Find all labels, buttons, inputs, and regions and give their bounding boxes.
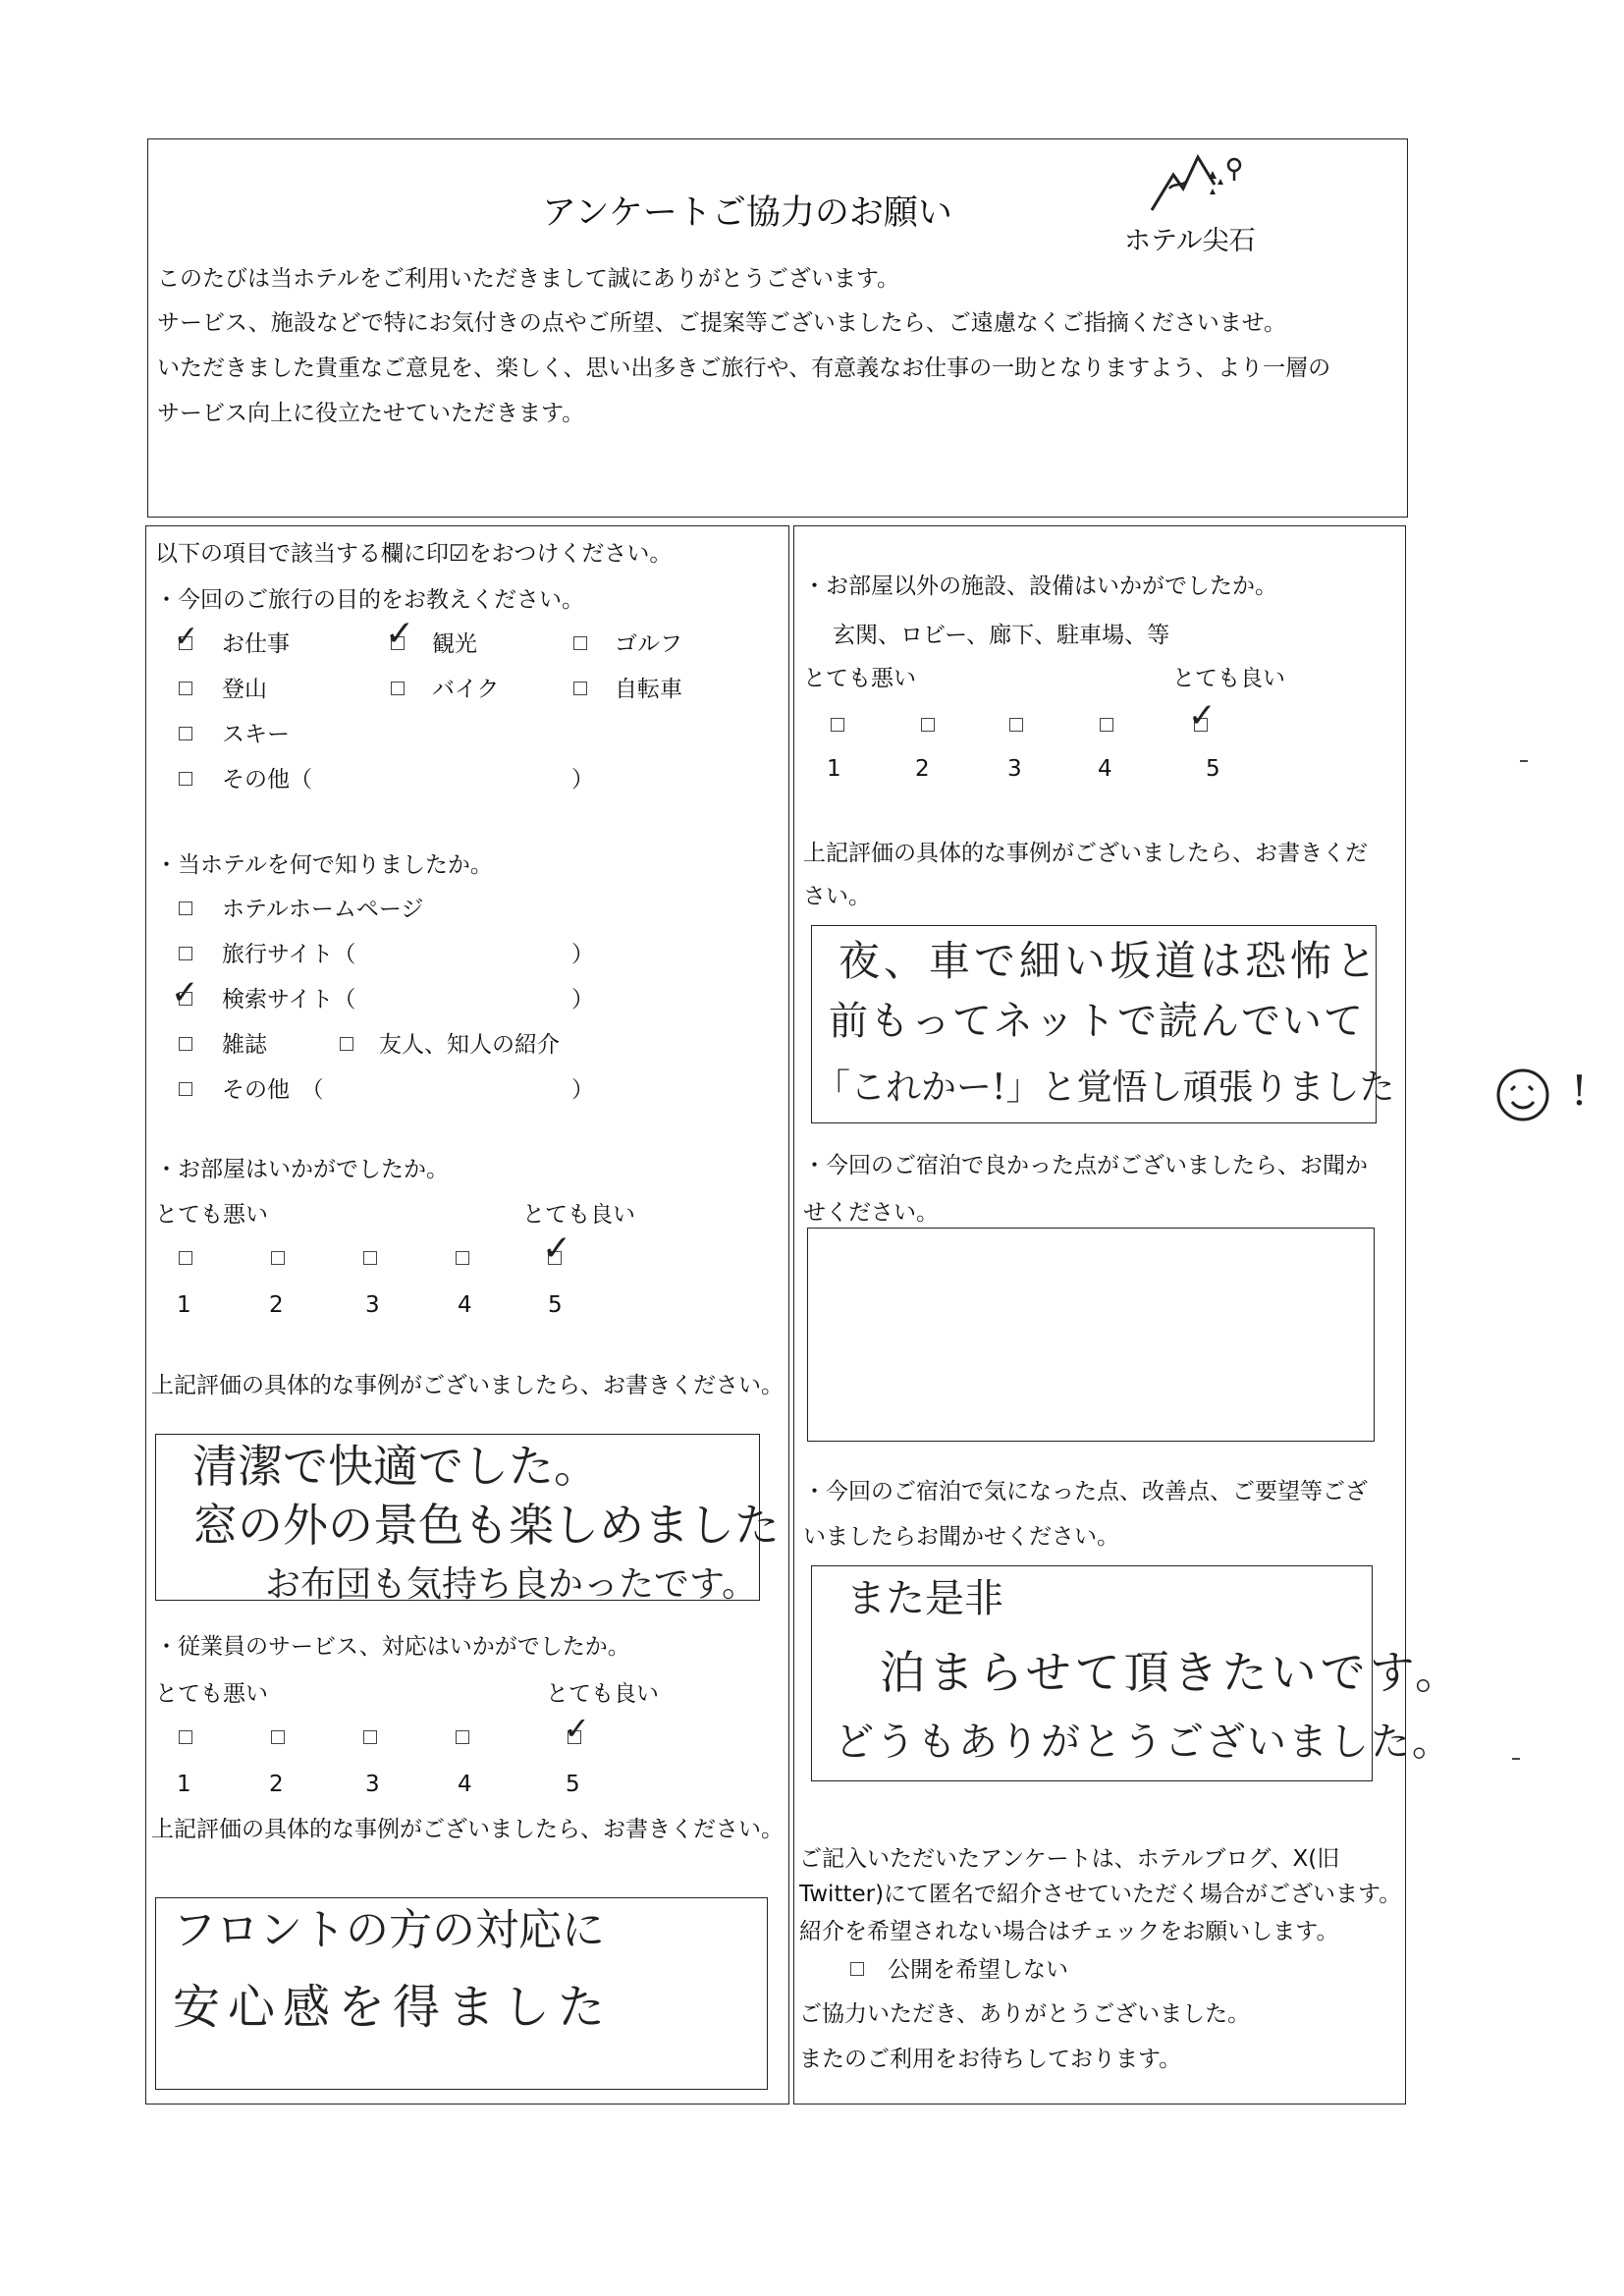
facilities-scale-number-4: 4 bbox=[1098, 756, 1112, 782]
purpose-label-ski: スキー bbox=[222, 722, 290, 747]
staff-comment-line-1: フロントの方の対応に bbox=[173, 1905, 605, 1955]
staff-scale-number-3: 3 bbox=[365, 1772, 380, 1797]
purpose-checkbox-other[interactable] bbox=[179, 772, 192, 786]
room-rating-checkbox-4[interactable] bbox=[456, 1251, 469, 1265]
facilities-comment-prompt-1: 上記評価の具体的な事例がございましたら、お書きくだ bbox=[803, 841, 1368, 866]
facilities-rating-checkbox-1[interactable] bbox=[831, 718, 844, 732]
source-checkbox-friend[interactable] bbox=[340, 1037, 353, 1051]
no-publish-checkbox[interactable] bbox=[850, 1962, 864, 1976]
intro-line-1: このたびは当ホテルをご利用いただきまして誠にありがとうございます。 bbox=[157, 266, 900, 292]
mountain-logo-icon bbox=[1144, 149, 1252, 218]
source-label-homepage: ホテルホームページ bbox=[222, 897, 424, 922]
staff-scale-number-5: 5 bbox=[566, 1772, 580, 1797]
facilities-scale-number-5: 5 bbox=[1206, 756, 1220, 782]
purpose-checkbox-hiking[interactable] bbox=[179, 682, 192, 695]
room-scale-number-5: 5 bbox=[548, 1292, 563, 1318]
purpose-label-hiking: 登山 bbox=[222, 677, 267, 702]
facilities-rating-checkbox-4[interactable] bbox=[1100, 718, 1113, 732]
room-scale-low: とても悪い bbox=[155, 1202, 268, 1228]
good-points-prompt-1: ・今回のご宿泊で良かった点がございましたら、お聞か bbox=[803, 1153, 1368, 1178]
hotel-logo-name: ホテル尖石 bbox=[1124, 226, 1256, 256]
purpose-label-work: お仕事 bbox=[222, 631, 290, 657]
improvements-prompt-2: いましたらお聞かせください。 bbox=[803, 1524, 1119, 1550]
room-comment-line-2: 窓の外の景色も楽しめました bbox=[192, 1499, 780, 1552]
facilities-comment-line-3: 「これかー!」と覚悟し頑張りました bbox=[815, 1067, 1395, 1108]
facilities-rating-5-checkmark-icon: ✓ bbox=[1188, 696, 1217, 736]
facilities-rating-checkbox-3[interactable] bbox=[1009, 718, 1023, 732]
no-publish-label: 公開を希望しない bbox=[888, 1957, 1068, 1983]
source-label-travel-site: 旅行サイト（ bbox=[222, 942, 356, 967]
purpose-label-bicycle: 自転車 bbox=[615, 677, 682, 702]
smiley-face-icon bbox=[1494, 1066, 1551, 1123]
facilities-scale-number-2: 2 bbox=[915, 756, 930, 782]
room-question: ・お部屋はいかがでしたか。 bbox=[155, 1157, 449, 1182]
room-rating-5-checkmark-icon: ✓ bbox=[542, 1229, 572, 1269]
hotel-logo bbox=[1105, 149, 1262, 267]
source-label-magazine: 雑誌 bbox=[222, 1032, 267, 1058]
staff-comment-prompt: 上記評価の具体的な事例がございましたら、お書きください。 bbox=[151, 1817, 784, 1842]
room-comment-line-3: お布団も気持ち良かったです。 bbox=[265, 1564, 758, 1605]
room-comment-line-1: 清潔で快適でした。 bbox=[192, 1440, 599, 1493]
room-rating-checkbox-3[interactable] bbox=[363, 1251, 377, 1265]
source-label-other: その他 （ bbox=[222, 1077, 324, 1103]
purpose-checkbox-bicycle[interactable] bbox=[573, 682, 587, 695]
improvements-prompt-1: ・今回のご宿泊で気になった点、改善点、ご要望等ござ bbox=[803, 1479, 1368, 1504]
intro-line-2: サービス、施設などで特にお気付きの点やご所望、ご提案等ございましたら、ご遠慮なくご指摘くださいませ。 bbox=[157, 310, 1286, 336]
purpose-label-golf: ゴルフ bbox=[615, 631, 682, 657]
facilities-scale-high: とても良い bbox=[1172, 666, 1285, 691]
staff-rating-checkbox-3[interactable] bbox=[363, 1730, 377, 1744]
footer-line-3: 紹介を希望されない場合はチェックをお願いします。 bbox=[799, 1919, 1339, 1944]
purpose-sightseeing-checkmark-icon: ✓ bbox=[385, 614, 415, 654]
staff-scale-low: とても悪い bbox=[155, 1681, 268, 1707]
staff-scale-number-4: 4 bbox=[458, 1772, 472, 1797]
purpose-work-checkmark-icon: ✓ bbox=[174, 620, 199, 654]
room-scale-number-3: 3 bbox=[365, 1292, 380, 1318]
room-scale-number-2: 2 bbox=[269, 1292, 284, 1318]
staff-rating-checkbox-4[interactable] bbox=[456, 1730, 469, 1744]
footer-thanks-1: ご協力いただき、ありがとうございました。 bbox=[799, 2001, 1251, 2027]
intro-line-3: いただきました貴重なご意見を、楽しく、思い出多きご旅行や、有意義なお仕事の一助となりますよう、より一層の bbox=[157, 355, 1331, 381]
scan-mark bbox=[1520, 760, 1528, 762]
purpose-checkbox-ski[interactable] bbox=[179, 727, 192, 740]
facilities-comment-exclamation: ! bbox=[1571, 1066, 1588, 1115]
purpose-question: ・今回のご旅行の目的をお教えください。 bbox=[155, 587, 584, 613]
source-search-site-checkmark-icon: ✓ bbox=[171, 973, 199, 1012]
room-scale-number-1: 1 bbox=[177, 1292, 191, 1318]
source-travel-site-close-paren: ） bbox=[571, 942, 594, 967]
source-checkbox-magazine[interactable] bbox=[179, 1037, 192, 1051]
facilities-rating-checkbox-2[interactable] bbox=[921, 718, 935, 732]
purpose-other-close-paren: ） bbox=[571, 767, 594, 793]
staff-rating-checkbox-2[interactable] bbox=[271, 1730, 285, 1744]
scan-mark bbox=[1512, 1758, 1520, 1760]
facilities-question: ・お部屋以外の施設、設備はいかがでしたか。 bbox=[803, 574, 1277, 599]
facilities-examples: 玄関、ロビー、廊下、駐車場、等 bbox=[833, 623, 1170, 648]
good-points-comment-box[interactable] bbox=[807, 1228, 1375, 1442]
purpose-checkbox-golf[interactable] bbox=[573, 636, 587, 650]
purpose-label-motorbike: バイク bbox=[432, 677, 500, 702]
facilities-comment-prompt-2: さい。 bbox=[803, 884, 871, 909]
room-rating-checkbox-2[interactable] bbox=[271, 1251, 285, 1265]
source-checkbox-homepage[interactable] bbox=[179, 902, 192, 915]
check-instruction: 以下の項目で該当する欄に印☑をおつけください。 bbox=[155, 541, 673, 567]
room-scale-number-4: 4 bbox=[458, 1292, 472, 1318]
intro-line-4: サービス向上に役立たせていただきます。 bbox=[157, 401, 585, 426]
good-points-prompt-2: せください。 bbox=[803, 1200, 939, 1226]
source-other-close-paren: ） bbox=[571, 1077, 594, 1103]
improvements-comment-line-3: どうもありがとうございました。 bbox=[835, 1720, 1453, 1765]
facilities-scale-number-1: 1 bbox=[827, 756, 841, 782]
source-search-site-close-paren: ） bbox=[571, 987, 594, 1012]
survey-title: アンケートご協力のお願い bbox=[542, 193, 952, 233]
source-label-search-site: 検索サイト（ bbox=[222, 987, 356, 1012]
purpose-checkbox-motorbike[interactable] bbox=[391, 682, 405, 695]
staff-scale-high: とても良い bbox=[546, 1681, 659, 1707]
purpose-label-sightseeing: 観光 bbox=[432, 631, 477, 657]
room-comment-prompt: 上記評価の具体的な事例がございましたら、お書きください。 bbox=[151, 1373, 784, 1398]
footer-line-2: Twitter)にて匿名で紹介させていただく場合がございます。 bbox=[799, 1882, 1402, 1907]
room-rating-checkbox-1[interactable] bbox=[179, 1251, 192, 1265]
source-label-friend: 友人、知人の紹介 bbox=[379, 1032, 560, 1058]
staff-rating-checkbox-1[interactable] bbox=[179, 1730, 192, 1744]
footer-thanks-2: またのご利用をお待ちしております。 bbox=[799, 2047, 1182, 2072]
footer-line-1: ご記入いただいたアンケートは、ホテルブログ、X(旧 bbox=[799, 1846, 1340, 1872]
staff-scale-number-1: 1 bbox=[177, 1772, 191, 1797]
staff-scale-number-2: 2 bbox=[269, 1772, 284, 1797]
source-question: ・当ホテルを何で知りましたか。 bbox=[155, 852, 493, 878]
staff-rating-5-checkmark-icon: ✓ bbox=[564, 1710, 590, 1747]
staff-question: ・従業員のサービス、対応はいかがでしたか。 bbox=[155, 1634, 630, 1660]
room-scale-high: とても良い bbox=[522, 1202, 635, 1228]
improvements-comment-line-2: 泊まらせて頂きたいです。 bbox=[880, 1646, 1464, 1699]
source-checkbox-other[interactable] bbox=[179, 1082, 192, 1096]
facilities-comment-line-2: 前もってネットで読んでいて bbox=[829, 999, 1365, 1044]
facilities-comment-line-1: 夜、車で細い坂道は恐怖と bbox=[839, 937, 1381, 985]
source-checkbox-travel-site[interactable] bbox=[179, 947, 192, 960]
facilities-scale-number-3: 3 bbox=[1007, 756, 1022, 782]
purpose-label-other: その他（ bbox=[222, 767, 312, 793]
staff-comment-line-2: 安心感を得ました bbox=[173, 1980, 614, 2035]
improvements-comment-line-1: また是非 bbox=[846, 1576, 1003, 1621]
facilities-scale-low: とても悪い bbox=[803, 666, 916, 691]
